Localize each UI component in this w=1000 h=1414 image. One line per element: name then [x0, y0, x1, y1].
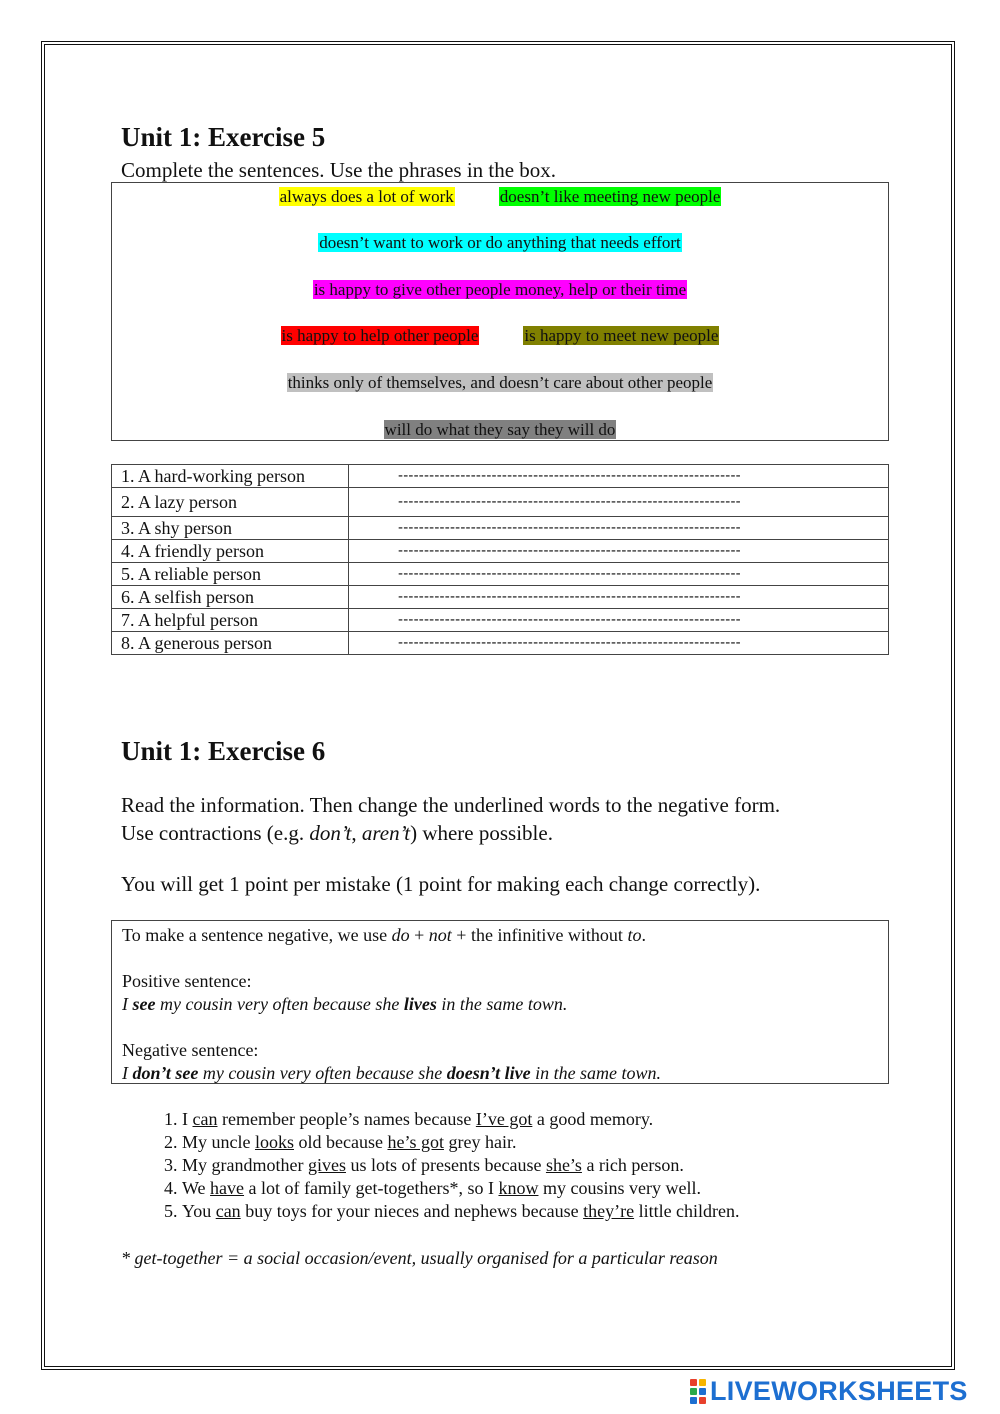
item-text: I [182, 1109, 193, 1129]
phrase-row-3 [112, 279, 888, 300]
example-contraction: aren’t [361, 821, 411, 845]
logo-icon [690, 1379, 706, 1404]
rule-text: + [409, 925, 429, 945]
rule-term: not [428, 925, 452, 945]
table-row [112, 465, 889, 488]
instruction-line-1: Read the information. Then change the underlined words to the negative form. [121, 793, 781, 817]
underlined-word[interactable]: she’s [545, 1155, 582, 1175]
phrase-box [111, 182, 889, 441]
exercise5-title: Unit 1: Exercise 5 [121, 122, 326, 152]
points-note: You will get 1 point per mistake (1 point for making each change correctly). [121, 872, 761, 896]
item-text: little children. [634, 1201, 740, 1221]
exercise5-table [111, 464, 889, 655]
row-label: 5. A reliable person [112, 563, 349, 586]
table-row [112, 586, 889, 609]
list-item [182, 1154, 740, 1177]
row-label: 7. A helpful person [112, 609, 349, 632]
item-text: my cousins very well. [538, 1178, 701, 1198]
item-text: My uncle [182, 1132, 255, 1152]
phrase-chip[interactable]: thinks only of themselves, and doesn’t care about other people [287, 373, 713, 392]
row-label: 6. A selfish person [112, 586, 349, 609]
rule-intro [122, 924, 878, 947]
rule-text: . [641, 925, 646, 945]
underlined-word[interactable]: have [210, 1178, 245, 1198]
example-text: I [122, 1063, 133, 1083]
example-verb: don’t see [132, 1063, 199, 1083]
phrase-chip[interactable]: always does a lot of work [279, 187, 454, 206]
positive-label: Positive sentence: [122, 971, 252, 991]
answer-blank[interactable]: ------------------------------------------------------------------ [349, 488, 889, 517]
rule-text: + the infinitive without [451, 925, 628, 945]
item-text: We [182, 1178, 211, 1198]
example-verb: doesn’t live [446, 1063, 531, 1083]
logo-text: LIVEWORKSHEETS [710, 1375, 968, 1406]
example-text: my cousin very often because she [198, 1063, 447, 1083]
answer-blank[interactable]: ------------------------------------------------------------------ [349, 540, 889, 563]
list-item [182, 1131, 740, 1154]
example-text: in the same town. [436, 994, 568, 1014]
underlined-word[interactable]: they’re [583, 1201, 635, 1221]
table-row [112, 632, 889, 655]
rule-text: To make a sentence negative, we use [122, 925, 392, 945]
table-row [112, 563, 889, 586]
answer-blank[interactable]: ------------------------------------------------------------------ [349, 465, 889, 488]
item-text: grey hair. [443, 1132, 517, 1152]
negative-example [122, 1062, 878, 1085]
answer-blank[interactable]: ------------------------------------------------------------------ [349, 586, 889, 609]
table-row [112, 488, 889, 517]
phrase-row-4 [112, 325, 888, 346]
table-row [112, 517, 889, 540]
positive-example [122, 993, 878, 1016]
phrase-row-2 [112, 232, 888, 253]
item-text: a good memory. [532, 1109, 654, 1129]
phrase-row-6 [112, 419, 888, 440]
list-item [182, 1108, 740, 1131]
negative-label: Negative sentence: [122, 1040, 259, 1060]
answer-blank[interactable]: ------------------------------------------------------------------ [349, 517, 889, 540]
instruction-line-2 [121, 819, 780, 847]
phrase-chip[interactable]: is happy to meet new people [524, 326, 719, 345]
underlined-word[interactable]: know [498, 1178, 539, 1198]
phrase-row-5 [112, 372, 888, 393]
phrase-chip[interactable]: doesn’t want to work or do anything that needs effort [319, 233, 681, 252]
answer-blank[interactable]: ------------------------------------------------------------------ [349, 632, 889, 655]
phrase-chip[interactable]: doesn’t like meeting new people [499, 187, 721, 206]
underlined-word[interactable]: can [192, 1109, 218, 1129]
item-text: remember people’s names because [217, 1109, 476, 1129]
example-text: I [122, 994, 133, 1014]
item-text: buy toys for your nieces and nephews because [240, 1201, 584, 1221]
item-text: a rich person. [581, 1155, 684, 1175]
item-text: us lots of presents because [345, 1155, 546, 1175]
phrase-chip[interactable]: will do what they say they will do [384, 420, 616, 439]
underlined-word[interactable]: I’ve got [475, 1109, 533, 1129]
list-item [182, 1177, 740, 1200]
answer-blank[interactable]: ------------------------------------------------------------------ [349, 609, 889, 632]
exercise5-instruction: Complete the sentences. Use the phrases in the box. [121, 158, 557, 182]
table-row [112, 609, 889, 632]
exercise6-list [148, 1108, 740, 1223]
item-text: My grandmother [182, 1155, 308, 1175]
answer-blank[interactable]: ------------------------------------------------------------------ [349, 563, 889, 586]
example-text: in the same town. [530, 1063, 662, 1083]
grammar-rule-box [111, 920, 889, 1084]
underlined-word[interactable]: he’s got [387, 1132, 444, 1152]
phrase-chip[interactable]: is happy to give other people money, help or their time [313, 280, 687, 299]
example-verb: lives [403, 994, 437, 1014]
example-text: my cousin very often because she [155, 994, 404, 1014]
example-verb: see [132, 994, 156, 1014]
underlined-word[interactable]: looks [254, 1132, 294, 1152]
rule-term: to [627, 925, 642, 945]
instruction-text: , [351, 821, 362, 845]
list-item [182, 1200, 740, 1223]
underlined-word[interactable]: can [215, 1201, 241, 1221]
example-contraction: don’t [309, 821, 352, 845]
phrase-row-1 [112, 186, 888, 207]
footnote: * get-together = a social occasion/event, usually organised for a particular reason [121, 1248, 718, 1268]
row-label: 1. A hard-working person [112, 465, 349, 488]
row-label: 8. A generous person [112, 632, 349, 655]
instruction-text: ) where possible. [410, 821, 553, 845]
item-text: You [182, 1201, 216, 1221]
item-text: a lot of family get-togethers*, so I [244, 1178, 499, 1198]
row-label: 2. A lazy person [112, 488, 349, 517]
underlined-word[interactable]: gives [307, 1155, 346, 1175]
liveworksheets-logo[interactable] [690, 1376, 968, 1406]
row-label: 3. A shy person [112, 517, 349, 540]
row-label: 4. A friendly person [112, 540, 349, 563]
item-text: old because [294, 1132, 388, 1152]
instruction-text: Use contractions (e.g. [121, 821, 310, 845]
rule-term: do [391, 925, 410, 945]
exercise6-instruction [121, 791, 780, 847]
exercise6-title: Unit 1: Exercise 6 [121, 736, 326, 766]
phrase-chip[interactable]: is happy to help other people [281, 326, 479, 345]
table-row [112, 540, 889, 563]
